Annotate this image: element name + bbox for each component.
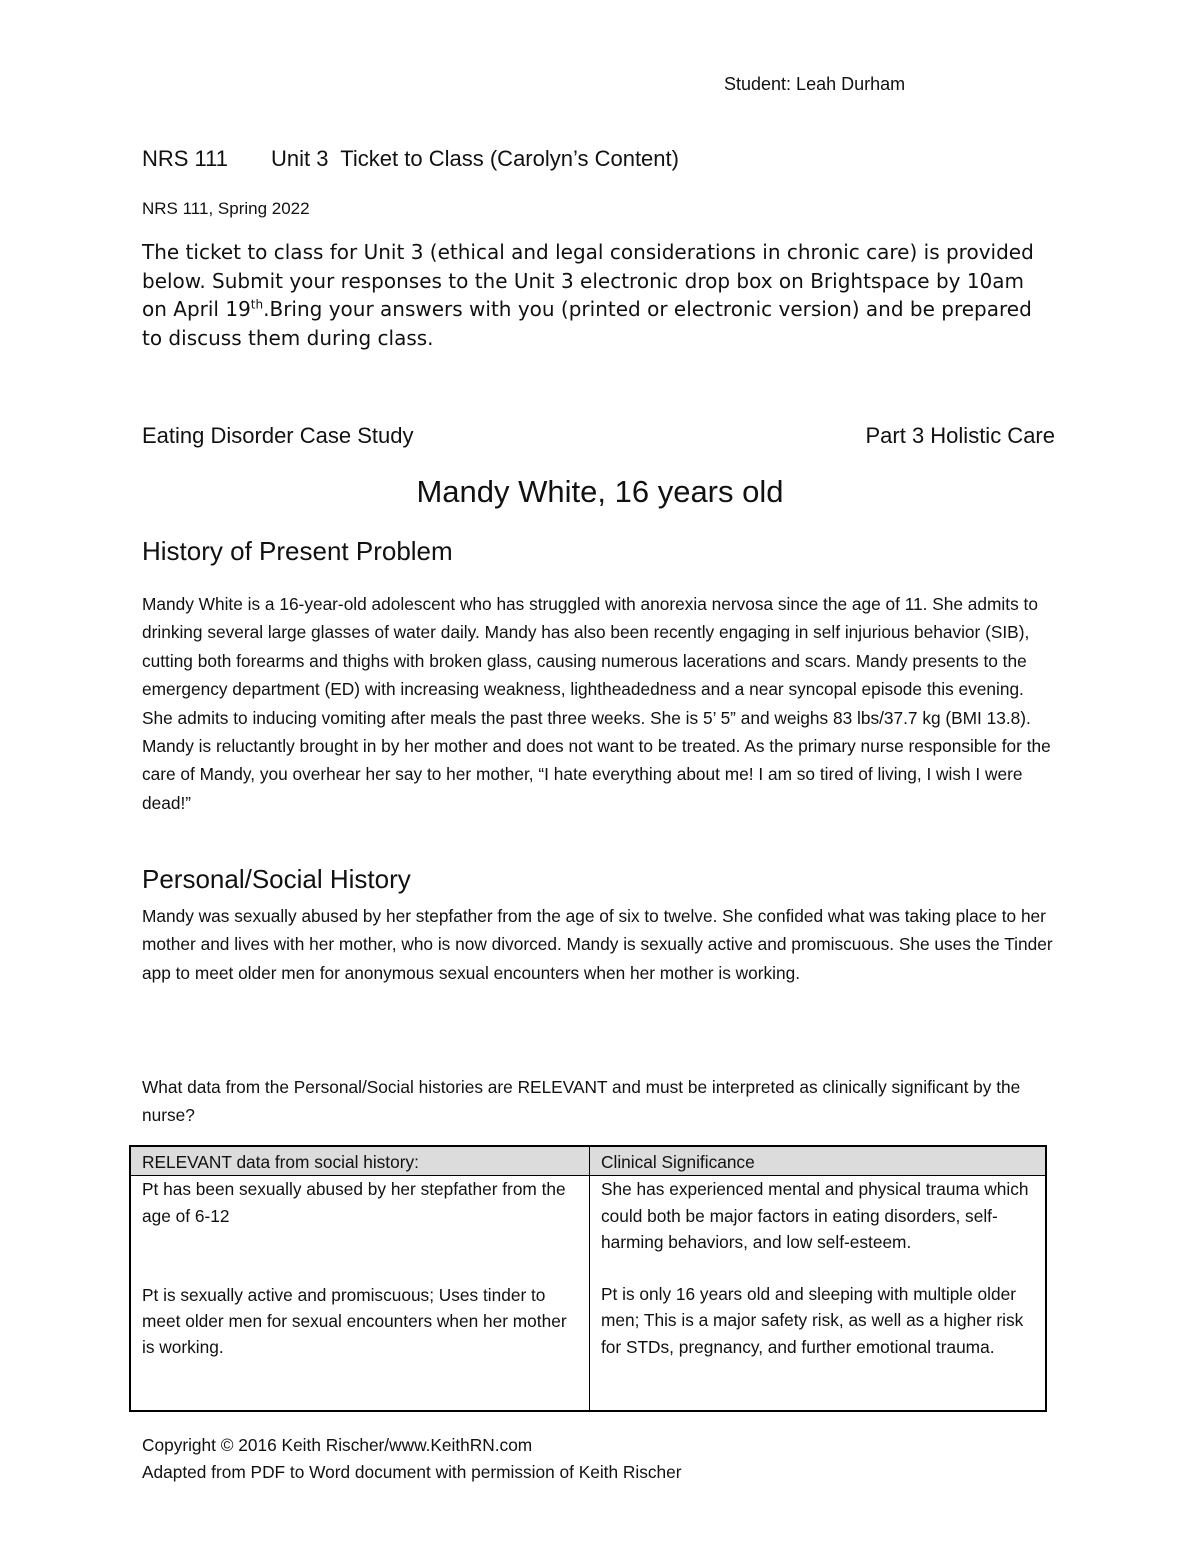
history-heading: History of Present Problem bbox=[142, 536, 453, 566]
column-header-clinical-significance: Clinical Significance bbox=[590, 1146, 1047, 1176]
intro-text: The ticket to class for Unit 3 (ethical and legal considerations in chronic care) is provided below. Submit your responses to the Unit 3 electronic drop box on Brightspace by 10am on April 19 bbox=[142, 240, 1034, 321]
student-name: Student: Leah Durham bbox=[724, 74, 906, 94]
copyright-line: Copyright © 2016 Keith Rischer/www.KeithRN.com bbox=[142, 1435, 533, 1455]
column-header-relevant-data: RELEVANT data from social history: bbox=[130, 1146, 590, 1176]
clinical-significance-item: Pt is only 16 years old and sleeping with multiple older men; This is a major safety risk, as well as a higher risk for STDs, pregnancy, and further emotional trauma. bbox=[601, 1284, 1024, 1357]
course-term: NRS 111, Spring 2022 bbox=[142, 199, 310, 218]
social-history-paragraph: Mandy was sexually abused by her stepfather from the age of six to twelve. She confided what was taking place to her mother and lives with her mother, who is now divorced. Mandy is sexually active and promiscuous. She uses the Tinder app to meet older men for anonymous sexual encounters when her mother is working. bbox=[142, 906, 1053, 983]
relevant-data-item: Pt is sexually active and promiscuous; Uses tinder to meet older men for sexual encounters when her mother is working. bbox=[142, 1284, 567, 1358]
patient-name-heading: Mandy White, 16 years old bbox=[416, 474, 784, 509]
assignment-title: Unit 3 Ticket to Class (Carolyn’s Content) bbox=[271, 146, 679, 171]
relevant-data-item: Pt has been sexually abused by her stepfather from the age of 6-12 bbox=[142, 1179, 566, 1226]
adaptation-line: Adapted from PDF to Word document with permission of Keith Rischer bbox=[142, 1462, 682, 1482]
intro-paragraph bbox=[142, 238, 1052, 352]
table-cell-clinical-significance bbox=[590, 1176, 1047, 1411]
table-header-row bbox=[130, 1146, 1046, 1176]
question-text: What data from the Personal/Social histories are RELEVANT and must be interpreted as clinically significant by the nurse? bbox=[142, 1077, 1021, 1126]
social-history-heading: Personal/Social History bbox=[142, 864, 411, 894]
document-title bbox=[142, 146, 679, 172]
case-study-heading: Eating Disorder Case Study bbox=[142, 423, 414, 448]
case-part-heading: Part 3 Holistic Care bbox=[865, 423, 1055, 448]
intro-text-end: .Bring your answers with you (printed or electronic version) and be prepared to discuss them during class. bbox=[142, 297, 1032, 350]
table-row bbox=[130, 1176, 1046, 1411]
course-code: NRS 111 bbox=[142, 146, 229, 171]
history-paragraph: Mandy White is a 16-year-old adolescent who has struggled with anorexia nervosa since the age of 11. She admits to drinking several large glasses of water daily. Mandy has also been recently engaging in self injurious behavior (SIB), cutting both forearms and thighs with broken glass, causing numerous lacerations and scars. Mandy presents to the emergency department (ED) with increasing weakness, lightheadedness and a near syncopal episode this evening. She admits to inducing vomiting after meals the past three weeks. She is 5’ 5” and weighs 83 lbs/37.7 kg (BMI 13.8). Mandy is reluctantly brought in by her mother and does not want to be treated. As the primary nurse responsible for the care of Mandy, you overhear her say to her mother, “I hate everything about me! I am so tired of living, I wish I were dead!” bbox=[142, 594, 1051, 813]
clinical-significance-item: She has experienced mental and physical trauma which could both be major factors in eating disorders, self-harming behaviors, and low self-esteem. bbox=[601, 1179, 1029, 1252]
relevant-data-table bbox=[129, 1145, 1047, 1412]
intro-superscript: th bbox=[250, 297, 264, 312]
page-footer bbox=[142, 1432, 681, 1486]
table-cell-relevant-data bbox=[130, 1176, 590, 1411]
